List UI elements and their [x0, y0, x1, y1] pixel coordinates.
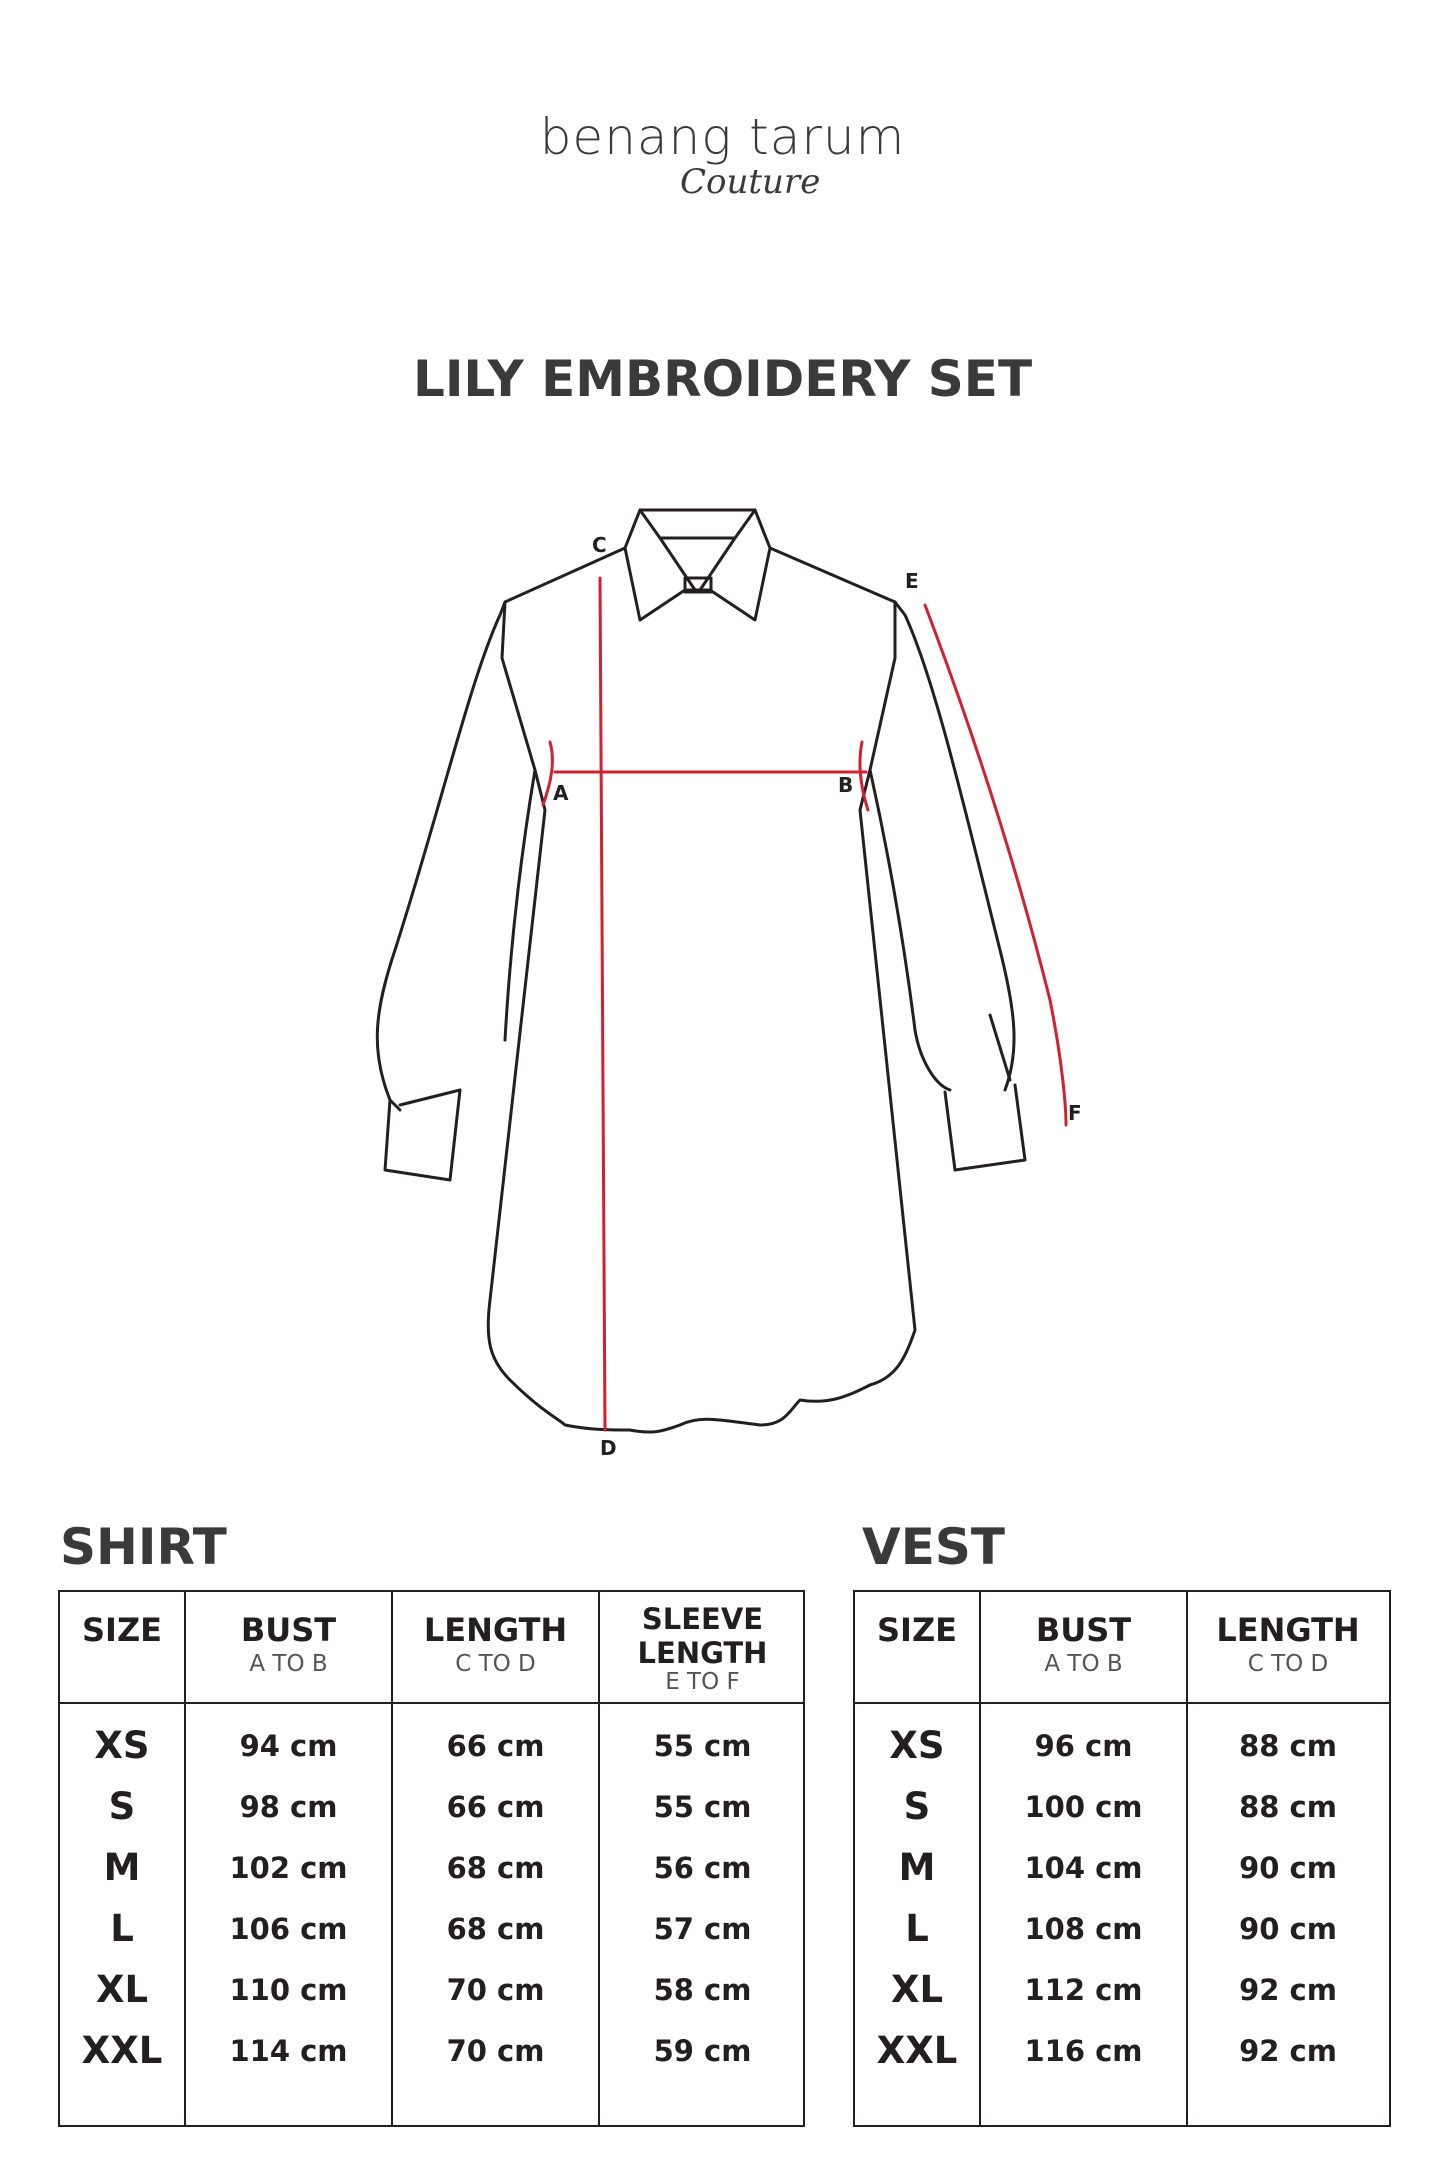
- shirt-cell-value: 55 cm: [653, 1729, 752, 1763]
- point-label-d: D: [600, 1436, 617, 1460]
- shirt-cell-size: M: [103, 1846, 141, 1889]
- vest-cell-value: 108 cm: [1024, 1912, 1143, 1946]
- shirt-cell-value: 66 cm: [446, 1729, 545, 1763]
- point-label-c: C: [592, 533, 607, 557]
- vest-cell-value: 116 cm: [1024, 2034, 1143, 2068]
- vest-header-bust: BUST A TO B: [1035, 1611, 1132, 1677]
- shirt-cell-size: XL: [95, 1968, 149, 2011]
- vest-cell-value: 104 cm: [1024, 1851, 1143, 1885]
- vest-cell-value: 88 cm: [1239, 1790, 1337, 1824]
- vest-cell-value: 112 cm: [1024, 1973, 1143, 2007]
- vest-cell-size: S: [903, 1785, 931, 1828]
- shirt-cell-size: S: [108, 1785, 136, 1828]
- vest-cell-size: XXL: [876, 2029, 958, 2072]
- vest-cell-size: M: [898, 1846, 936, 1889]
- collar: [625, 510, 770, 620]
- point-label-b: B: [838, 773, 854, 797]
- shirt-cell-value: 114 cm: [229, 2034, 348, 2068]
- vest-cell-size: L: [905, 1907, 929, 1950]
- vest-cell-value: 92 cm: [1239, 2034, 1337, 2068]
- vest-size-table: [853, 1590, 1391, 2127]
- shirt-header-size: SIZE: [81, 1611, 162, 1649]
- shirt-cell-value: 56 cm: [653, 1851, 752, 1885]
- shirt-cell-value: 55 cm: [653, 1790, 752, 1824]
- vest-cell-value: 90 cm: [1239, 1851, 1337, 1885]
- vest-cell-value: 96 cm: [1034, 1729, 1133, 1763]
- shirt-header-length: LENGTH C TO D: [423, 1611, 568, 1677]
- vest-header-size: SIZE: [876, 1611, 957, 1649]
- point-label-a: A: [553, 781, 569, 805]
- shirt-cell-value: 57 cm: [653, 1912, 752, 1946]
- vest-cell-value: 100 cm: [1024, 1790, 1143, 1824]
- shirt-size-table: [58, 1590, 805, 2127]
- shirt-diagram: [0, 480, 1445, 1470]
- shirt-cell-value: 59 cm: [653, 2034, 752, 2068]
- shirt-cell-size: L: [110, 1907, 134, 1950]
- shirt-header-sleeve-length: SLEEVE LENGTH E TO F: [637, 1602, 768, 1695]
- sleeve-line: [925, 605, 1066, 1125]
- shirt-cell-value: 68 cm: [446, 1912, 545, 1946]
- shirt-cell-value: 94 cm: [239, 1729, 338, 1763]
- left-sleeve: [377, 602, 505, 1110]
- vest-cell-value: 92 cm: [1239, 1973, 1337, 2007]
- vest-cell-size: XS: [889, 1724, 945, 1767]
- shirt-cell-value: 102 cm: [229, 1851, 348, 1885]
- shirt-cell-value: 66 cm: [446, 1790, 545, 1824]
- shirt-cell-size: XXL: [81, 2029, 163, 2072]
- shirt-cell-value: 58 cm: [653, 1973, 752, 2007]
- shirt-section-title: SHIRT: [60, 1518, 227, 1576]
- shirt-header-bust: BUST A TO B: [240, 1611, 337, 1677]
- vest-cell-value: 90 cm: [1239, 1912, 1337, 1946]
- vest-header-length: LENGTH C TO D: [1216, 1611, 1360, 1677]
- page-title: LILY EMBROIDERY SET: [412, 350, 1033, 408]
- shirt-cell-value: 70 cm: [446, 2034, 545, 2068]
- vest-cell-size: XL: [890, 1968, 944, 2011]
- point-label-f: F: [1068, 1101, 1082, 1125]
- shirt-cell-value: 70 cm: [446, 1973, 545, 2007]
- point-label-e: E: [905, 569, 919, 593]
- brand-name: benang tarum: [539, 108, 906, 166]
- shirt-cell-size: XS: [94, 1724, 150, 1767]
- length-line: [600, 578, 605, 1430]
- brand-subtitle: Couture: [680, 162, 821, 202]
- vest-section-title: VEST: [862, 1518, 1005, 1576]
- measure-lines: [543, 578, 1066, 1430]
- body-outline: [488, 548, 915, 1432]
- garment-outline: [377, 510, 1025, 1432]
- vest-cell-value: 88 cm: [1239, 1729, 1337, 1763]
- shirt-cell-value: 98 cm: [239, 1790, 338, 1824]
- shirt-cell-value: 110 cm: [229, 1973, 348, 2007]
- shirt-cell-value: 106 cm: [229, 1912, 348, 1946]
- shirt-cell-value: 68 cm: [446, 1851, 545, 1885]
- brand-logo: [0, 90, 1445, 220]
